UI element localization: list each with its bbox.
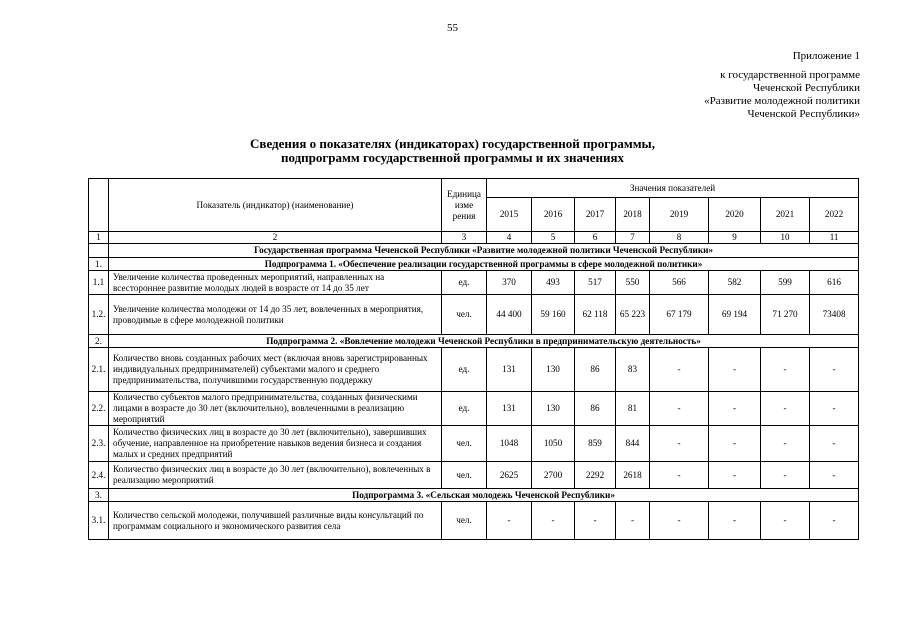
- indicator-value: 493: [532, 271, 575, 295]
- subprogram-number: 1.: [89, 258, 109, 271]
- indicator-value: -: [650, 348, 709, 392]
- indicator-value: 44 400: [487, 295, 532, 335]
- indicator-unit: чел.: [442, 502, 487, 540]
- subprogram-row: [89, 258, 859, 271]
- indicator-value: 59 160: [532, 295, 575, 335]
- indicator-value: 517: [575, 271, 616, 295]
- indicator-value: -: [650, 426, 709, 462]
- indicator-unit: чел.: [442, 426, 487, 462]
- indicator-value: -: [709, 502, 761, 540]
- indicator-value: 844: [616, 426, 650, 462]
- indicator-value: -: [810, 426, 859, 462]
- annex-block: [704, 50, 860, 121]
- indicator-value: 550: [616, 271, 650, 295]
- indicator-value: -: [810, 462, 859, 489]
- indicator-name: Количество сельской молодежи, получившей различные виды консультаций по программам социального и экономического развития села: [109, 502, 442, 540]
- indicator-value: -: [709, 392, 761, 426]
- indicator-value: 130: [532, 348, 575, 392]
- header-year: 2017: [575, 198, 616, 232]
- program-title: Государственная программа Чеченской Республики «Развитие молодежной политики Чеченской Республики»: [109, 244, 859, 258]
- indicator-row: [89, 462, 859, 489]
- column-number: 5: [532, 232, 575, 244]
- indicator-unit: ед.: [442, 348, 487, 392]
- column-number: 1: [89, 232, 109, 244]
- indicator-row: [89, 348, 859, 392]
- column-number: 7: [616, 232, 650, 244]
- indicator-number: 2.1.: [89, 348, 109, 392]
- indicator-name: Увеличение количества молодежи от 14 до 35 лет, вовлеченных в мероприятия, проводимые в сфере молодежной политики: [109, 295, 442, 335]
- column-number: 2: [109, 232, 442, 244]
- header-year: 2022: [810, 198, 859, 232]
- column-number: 9: [709, 232, 761, 244]
- indicator-value: 1050: [532, 426, 575, 462]
- document-title-line-1: Сведения о показателях (индикаторах) государственной программы,: [250, 136, 655, 151]
- indicator-value: 71 270: [761, 295, 810, 335]
- indicator-value: 859: [575, 426, 616, 462]
- indicator-value: 1048: [487, 426, 532, 462]
- indicator-value: 582: [709, 271, 761, 295]
- column-number: 4: [487, 232, 532, 244]
- indicator-number: 2.2.: [89, 392, 109, 426]
- indicator-value: -: [761, 392, 810, 426]
- indicator-number: 1.1: [89, 271, 109, 295]
- annex-line-1: к государственной программе: [720, 69, 860, 81]
- indicator-unit: чел.: [442, 462, 487, 489]
- indicator-value: 131: [487, 392, 532, 426]
- indicator-value: -: [761, 348, 810, 392]
- indicator-value: 69 194: [709, 295, 761, 335]
- indicator-value: -: [810, 392, 859, 426]
- indicator-value: 81: [616, 392, 650, 426]
- indicator-value: -: [761, 502, 810, 540]
- indicator-value: -: [616, 502, 650, 540]
- subprogram-row: [89, 489, 859, 502]
- indicator-name: Количество вновь созданных рабочих мест (включая вновь зарегистрированных индивидуальных предпринимателей) субъектами малого и среднего предпринимательства, получившими государственную поддержку: [109, 348, 442, 392]
- subprogram-row: [89, 335, 859, 348]
- indicator-value: 599: [761, 271, 810, 295]
- column-number: 8: [650, 232, 709, 244]
- indicator-number: 2.3.: [89, 426, 109, 462]
- indicator-value: 566: [650, 271, 709, 295]
- subprogram-number: 3.: [89, 489, 109, 502]
- indicator-value: 73408: [810, 295, 859, 335]
- indicator-name: Количество физических лиц в возрасте до 30 лет (включительно), завершивших обучение, направленное на приобретение навыков ведения бизнеса и создания малых и средних предприятий: [109, 426, 442, 462]
- header-year: 2019: [650, 198, 709, 232]
- indicator-value: -: [810, 348, 859, 392]
- indicator-number: 3.1.: [89, 502, 109, 540]
- indicator-value: 83: [616, 348, 650, 392]
- indicator-row: [89, 271, 859, 295]
- page-number: 55: [447, 22, 458, 34]
- indicator-value: 86: [575, 348, 616, 392]
- indicator-value: 370: [487, 271, 532, 295]
- indicator-value: -: [761, 462, 810, 489]
- indicator-value: 67 179: [650, 295, 709, 335]
- subprogram-title: Подпрограмма 1. «Обеспечение реализации государственной программы в сфере молодежной политики»: [109, 258, 859, 271]
- column-number: 3: [442, 232, 487, 244]
- indicator-number: 1.2.: [89, 295, 109, 335]
- indicator-row: [89, 295, 859, 335]
- subprogram-title: Подпрограмма 3. «Сельская молодежь Чеченской Республики»: [109, 489, 859, 502]
- indicator-name: Количество субъектов малого предпринимательства, созданных физическими лицами в возрасте до 30 лет (включительно), вовлеченными в реализацию мероприятий: [109, 392, 442, 426]
- indicator-value: -: [709, 348, 761, 392]
- indicator-unit: ед.: [442, 271, 487, 295]
- annex-line-4: Чеченской Республики»: [747, 108, 860, 120]
- indicator-number: 2.4.: [89, 462, 109, 489]
- indicator-value: -: [650, 502, 709, 540]
- indicator-value: -: [650, 392, 709, 426]
- header-year: 2016: [532, 198, 575, 232]
- indicator-value: 2292: [575, 462, 616, 489]
- header-indicator: Показатель (индикатор) (наименование): [109, 179, 442, 232]
- header-year: 2015: [487, 198, 532, 232]
- indicator-row: [89, 426, 859, 462]
- document-title-line-2: подпрограмм государственной программы и их значениях: [280, 150, 625, 165]
- program-number-cell: [89, 244, 109, 258]
- annex-title: Приложение 1: [792, 50, 860, 62]
- header-number-cell: [89, 179, 109, 232]
- column-number: 6: [575, 232, 616, 244]
- column-number: 11: [810, 232, 859, 244]
- header-values: Значения показателей: [487, 179, 859, 198]
- header-year: 2021: [761, 198, 810, 232]
- header-unit: Единица изме рения: [442, 179, 487, 232]
- indicator-value: 2700: [532, 462, 575, 489]
- subprogram-title: Подпрограмма 2. «Вовлечение молодежи Чеченской Республики в предпринимательскую деятельность»: [109, 335, 859, 348]
- indicator-unit: ед.: [442, 392, 487, 426]
- document-title: [0, 137, 905, 165]
- annex-line-2: Чеченской Республики: [752, 82, 860, 94]
- indicator-value: 86: [575, 392, 616, 426]
- indicator-value: -: [487, 502, 532, 540]
- indicator-unit: чел.: [442, 295, 487, 335]
- column-number: 10: [761, 232, 810, 244]
- indicator-value: -: [709, 462, 761, 489]
- indicator-row: [89, 392, 859, 426]
- indicator-value: -: [761, 426, 810, 462]
- indicator-value: -: [650, 462, 709, 489]
- indicator-name: Увеличение количества проведенных мероприятий, направленных на всестороннее развитие молодых людей в возрасте от 14 до 35 лет: [109, 271, 442, 295]
- header-year: 2020: [709, 198, 761, 232]
- indicator-value: -: [575, 502, 616, 540]
- subprogram-number: 2.: [89, 335, 109, 348]
- indicator-value: -: [810, 502, 859, 540]
- indicators-table: [88, 178, 859, 540]
- indicator-value: 130: [532, 392, 575, 426]
- indicator-value: 65 223: [616, 295, 650, 335]
- indicator-value: 2625: [487, 462, 532, 489]
- indicator-value: -: [709, 426, 761, 462]
- indicator-value: 131: [487, 348, 532, 392]
- annex-line-3: «Развитие молодежной политики: [704, 95, 860, 107]
- indicator-name: Количество физических лиц в возрасте до 30 лет (включительно), вовлеченных в реализацию мероприятий: [109, 462, 442, 489]
- indicator-row: [89, 502, 859, 540]
- indicator-value: 2618: [616, 462, 650, 489]
- indicator-value: -: [532, 502, 575, 540]
- header-year: 2018: [616, 198, 650, 232]
- indicator-value: 616: [810, 271, 859, 295]
- indicator-value: 62 118: [575, 295, 616, 335]
